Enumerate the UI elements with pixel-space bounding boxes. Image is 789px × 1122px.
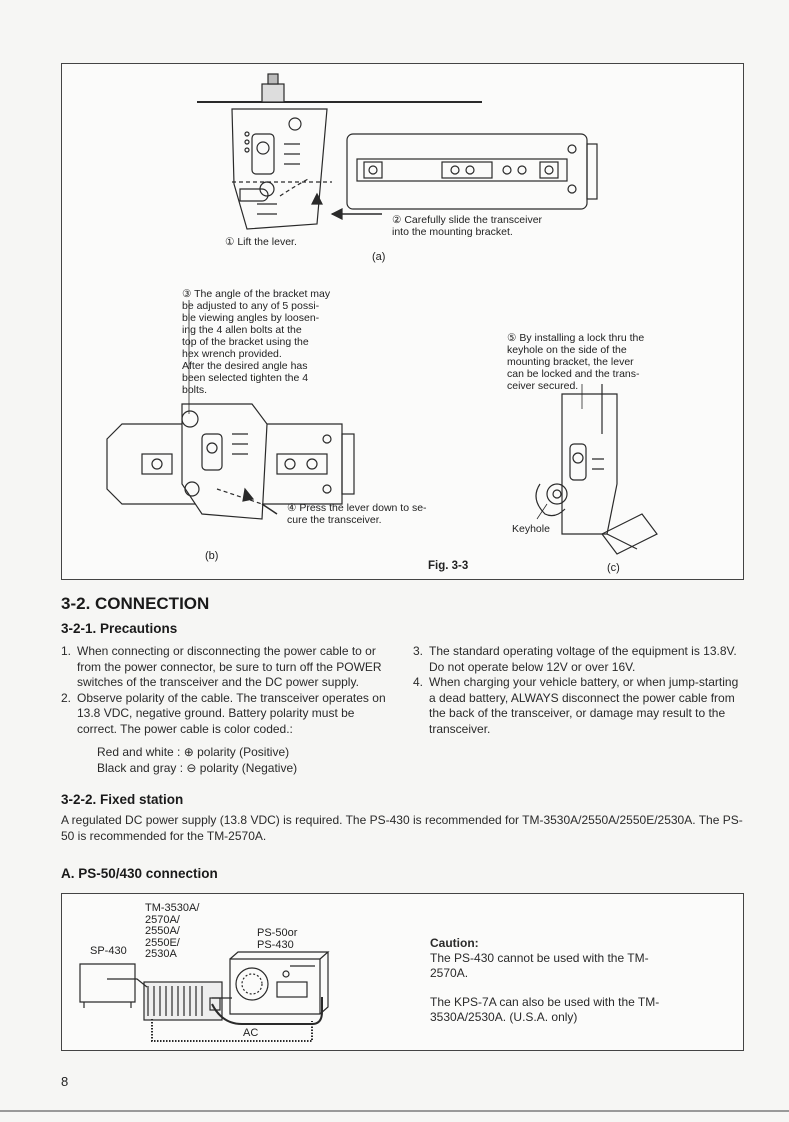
subfigure-label-b: (b)	[205, 550, 219, 562]
fixed-station-text: A regulated DC power supply (13.8 VDC) is required. The PS-430 is recommended for TM-3530A/2550A/2550E/2530A. The PS-50 is recommended for the TM-2570A.	[61, 813, 743, 843]
ps-connection-heading: A. PS-50/430 connection	[61, 866, 218, 881]
polarity-negative: Black and gray : ⊖ polarity (Negative)	[97, 760, 298, 775]
figure-title: Fig. 3-3	[428, 560, 469, 572]
caution-block	[430, 936, 670, 1025]
caution-title: Caution:	[430, 936, 479, 950]
subfigure-label-a: (a)	[372, 251, 386, 263]
caution-text-1: The PS-430 cannot be used with the TM-2570A.	[430, 951, 649, 980]
precautions-right-column	[413, 644, 743, 737]
list-item: 1. When connecting or disconnecting the power cable to or from the power connector, be sure to turn off the POWER switches of the transceiver and the DC power supply.	[61, 644, 382, 689]
subfigure-label-c: (c)	[607, 562, 620, 574]
list-item: 2. Observe polarity of the cable. The transceiver operates on 13.8 VDC, negative ground. Battery polarity must be correct. The power cable is color coded.:	[61, 690, 386, 736]
polarity-list	[61, 745, 387, 776]
polarity-positive: Red and white : ⊕ polarity (Positive)	[97, 745, 290, 759]
ac-label: AC	[243, 1027, 259, 1039]
step-4-caption: ④ Press the lever down to se- cure the transceiver.	[287, 502, 427, 526]
figure-3-3	[61, 63, 744, 580]
power-supply-label: PS-50or PS-430	[257, 927, 298, 951]
step-5-caption: ⑤ By installing a lock thru the keyhole on the side of the mounting bracket, the lever can be locked and the trans- ceiver secured.	[507, 332, 645, 392]
step-2-caption: ② Carefully slide the transceiver into the mounting bracket.	[392, 214, 543, 238]
keyhole-label: Keyhole	[512, 523, 550, 535]
step-3-caption: ③ The angle of the bracket may be adjusted to any of 5 possi- ble viewing angles by loosen- ing the 4 allen bolts at the top of the bracket using the hex wrench provided. After the desired angle has been selected tighten the 4 bolts.	[182, 288, 331, 396]
step-1-caption: ① Lift the lever.	[225, 236, 297, 248]
section-title: 3-2. CONNECTION	[61, 594, 210, 613]
precautions-left-column	[61, 644, 387, 776]
fixed-station-heading: 3-2-2. Fixed station	[61, 792, 184, 807]
speaker-label: SP-430	[90, 945, 127, 957]
precautions-heading: 3-2-1. Precautions	[61, 621, 178, 636]
list-item: 3. The standard operating voltage of the equipment is 13.8V. Do not operate below 12V or over 16V.	[413, 644, 737, 674]
transceiver-models-label: TM-3530A/ 2570A/ 2550A/ 2550E/ 2530A	[145, 902, 200, 960]
page-number: 8	[61, 1074, 69, 1089]
caution-text-2: The KPS-7A can also be used with the TM-3530A/2530A. (U.S.A. only)	[430, 995, 660, 1024]
list-item: 4. When charging your vehicle battery, or when jump-starting a dead battery, ALWAYS disconnect the power cable from the back of the transceiver, or damage may result to the transceiver.	[413, 675, 739, 736]
page-bottom-rule	[0, 1110, 789, 1112]
connection-figure	[61, 893, 744, 1051]
